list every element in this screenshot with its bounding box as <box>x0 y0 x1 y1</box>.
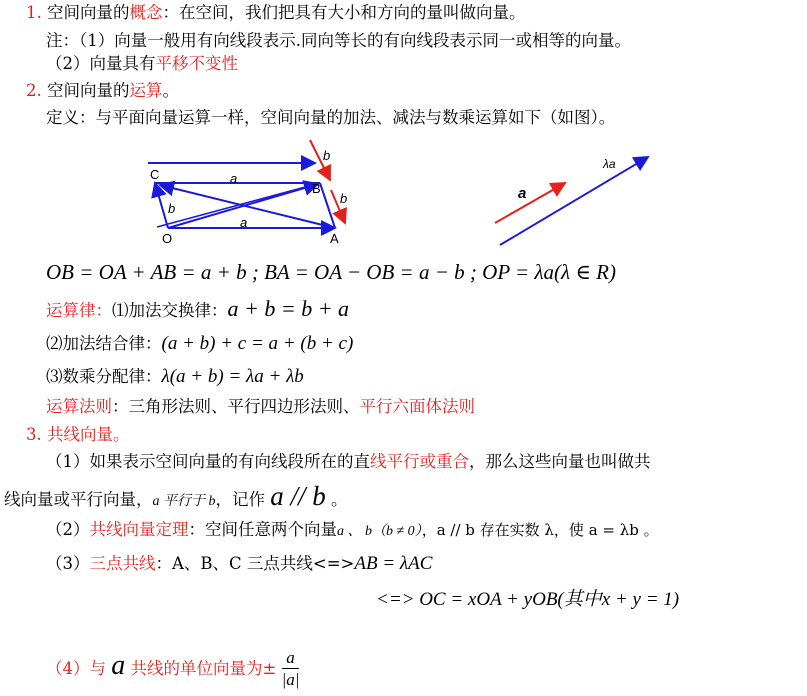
three-points-collinear: 三点共线 <box>89 554 156 573</box>
fraction-denominator: |a| <box>281 670 300 689</box>
note-1: 注：（1）向量一般用有向线段表示.同向等长的有向线段表示同一或相等的向量。 <box>46 31 631 50</box>
equation-OB: OB = OA + AB = a + b <box>46 260 247 284</box>
collinear-theorem: 共线向量定理 <box>89 520 189 539</box>
p2-rest: ，a // b 存在实数 λ，使 a = λb 。 <box>421 521 659 539</box>
p2-cond: （b ≠ 0） <box>372 524 422 539</box>
vector-figure <box>140 135 670 250</box>
p3-eq: AB = λAC <box>354 553 433 574</box>
translation-invariance-highlight: 平移不变性 <box>155 54 238 73</box>
law-2-eq: (a + b) + c = a + (b + c) <box>161 333 354 354</box>
section-2-number: 2. <box>26 81 42 100</box>
definition-text: 定义：与平面向量运算一样，空间向量的加法、减法与数乘运算如下（如图）。 <box>46 108 616 127</box>
law-1-eq: a + b = b + a <box>227 296 350 321</box>
section-1-pre: 空间向量的 <box>47 3 130 22</box>
label-C: C <box>150 167 160 182</box>
p1b-pre: 线向量或平行向量， <box>4 490 153 509</box>
p4-pre: （4）与 <box>46 659 106 678</box>
equation-BA: BA = OA − OB = a − b <box>264 260 465 284</box>
section-1-number: 1. <box>26 3 42 22</box>
section-3-title: 共线向量。 <box>47 425 130 444</box>
unit-vector-fraction <box>282 648 300 691</box>
operation-rules <box>46 396 475 418</box>
paragraph-4 <box>46 640 299 692</box>
p2-post: ：空间任意两个向量 <box>188 520 337 539</box>
section-3-heading <box>26 424 130 446</box>
note-2 <box>46 53 238 75</box>
section-1-post: ：在空间，我们把具有大小和方向的量叫做向量。 <box>162 3 526 22</box>
law-2-pre: ⑵加法结合律： <box>46 334 162 353</box>
section-1-heading <box>26 2 526 24</box>
law-label: 运算律： <box>46 301 112 320</box>
label-b-left: b <box>168 201 176 216</box>
vector-OC <box>155 183 168 228</box>
paragraph-3 <box>46 553 432 575</box>
p1b-mid: a 平行于 b <box>152 494 216 509</box>
label-A: A <box>330 231 339 246</box>
rule-label: 运算法则 <box>46 397 112 416</box>
p3-pre: （3） <box>46 554 90 573</box>
p3-post: ：A、B、C 三点共线<=> <box>155 554 355 573</box>
label-a-red: a <box>518 185 527 202</box>
law-1 <box>46 298 349 322</box>
label-b-right: b <box>340 191 348 206</box>
label-a-bottom: a <box>240 215 248 230</box>
law-3 <box>46 366 304 388</box>
fraction-numerator: a <box>282 648 300 669</box>
p1b-end: 。 <box>331 490 348 509</box>
p1-post: ，那么这些向量也叫做共 <box>469 452 651 471</box>
paragraph-3-line2: <=> OC = xOA + yOB(其中x + y = 1) <box>376 589 680 610</box>
label-b-top: b <box>323 148 331 163</box>
law-3-pre: ⑶数乘分配律： <box>46 367 162 386</box>
label-lambda-a: λa <box>603 157 616 171</box>
equation-OP: OP = λa(λ ∈ R) <box>482 260 616 284</box>
rule-mid: ：三角形法则、平行四边形法则、 <box>112 397 360 416</box>
operation-highlight: 运算 <box>129 81 163 100</box>
p4-post: 共线的单位向量为± <box>130 659 277 678</box>
vector-equations: OB = OA + AB = a + b ; BA = OA − OB = a − b ; OP = λa(λ ∈ R) <box>46 260 616 284</box>
law-2 <box>46 333 353 355</box>
section-2-pre: 空间向量的 <box>47 81 130 100</box>
p2-pre: （2） <box>46 520 90 539</box>
paragraph-2 <box>46 519 659 543</box>
parallelepiped-rule: 平行六面体法则 <box>359 397 475 416</box>
section-2-heading <box>26 80 179 102</box>
section-3-number: 3. <box>26 425 42 444</box>
parallel-highlight: 线平行或重合 <box>370 452 469 471</box>
law-1-pre: ⑴加法交换律： <box>112 301 228 320</box>
note-2-pre: （2）向量具有 <box>46 54 156 73</box>
concept-highlight: 概念 <box>129 3 163 22</box>
label-B: B <box>312 181 321 196</box>
label-a-top: a <box>230 171 238 186</box>
vector-AB <box>320 183 335 228</box>
law-3-eq: λ(a + b) = λa + λb <box>161 366 304 387</box>
p4-a: a <box>111 650 126 681</box>
p1b-eq: a // b <box>270 481 326 511</box>
label-O: O <box>162 231 173 246</box>
paragraph-1 <box>46 451 651 473</box>
paragraph-1b <box>4 481 348 513</box>
red-a-arrow <box>495 183 565 223</box>
p2-ab: a 、 b <box>337 524 372 539</box>
p1b-mid2: ，记作 <box>215 490 265 509</box>
vector-AC <box>160 185 335 228</box>
p1-pre: （1）如果表示空间向量的有向线段所在的直 <box>46 452 370 471</box>
section-2-post: 。 <box>162 81 179 100</box>
